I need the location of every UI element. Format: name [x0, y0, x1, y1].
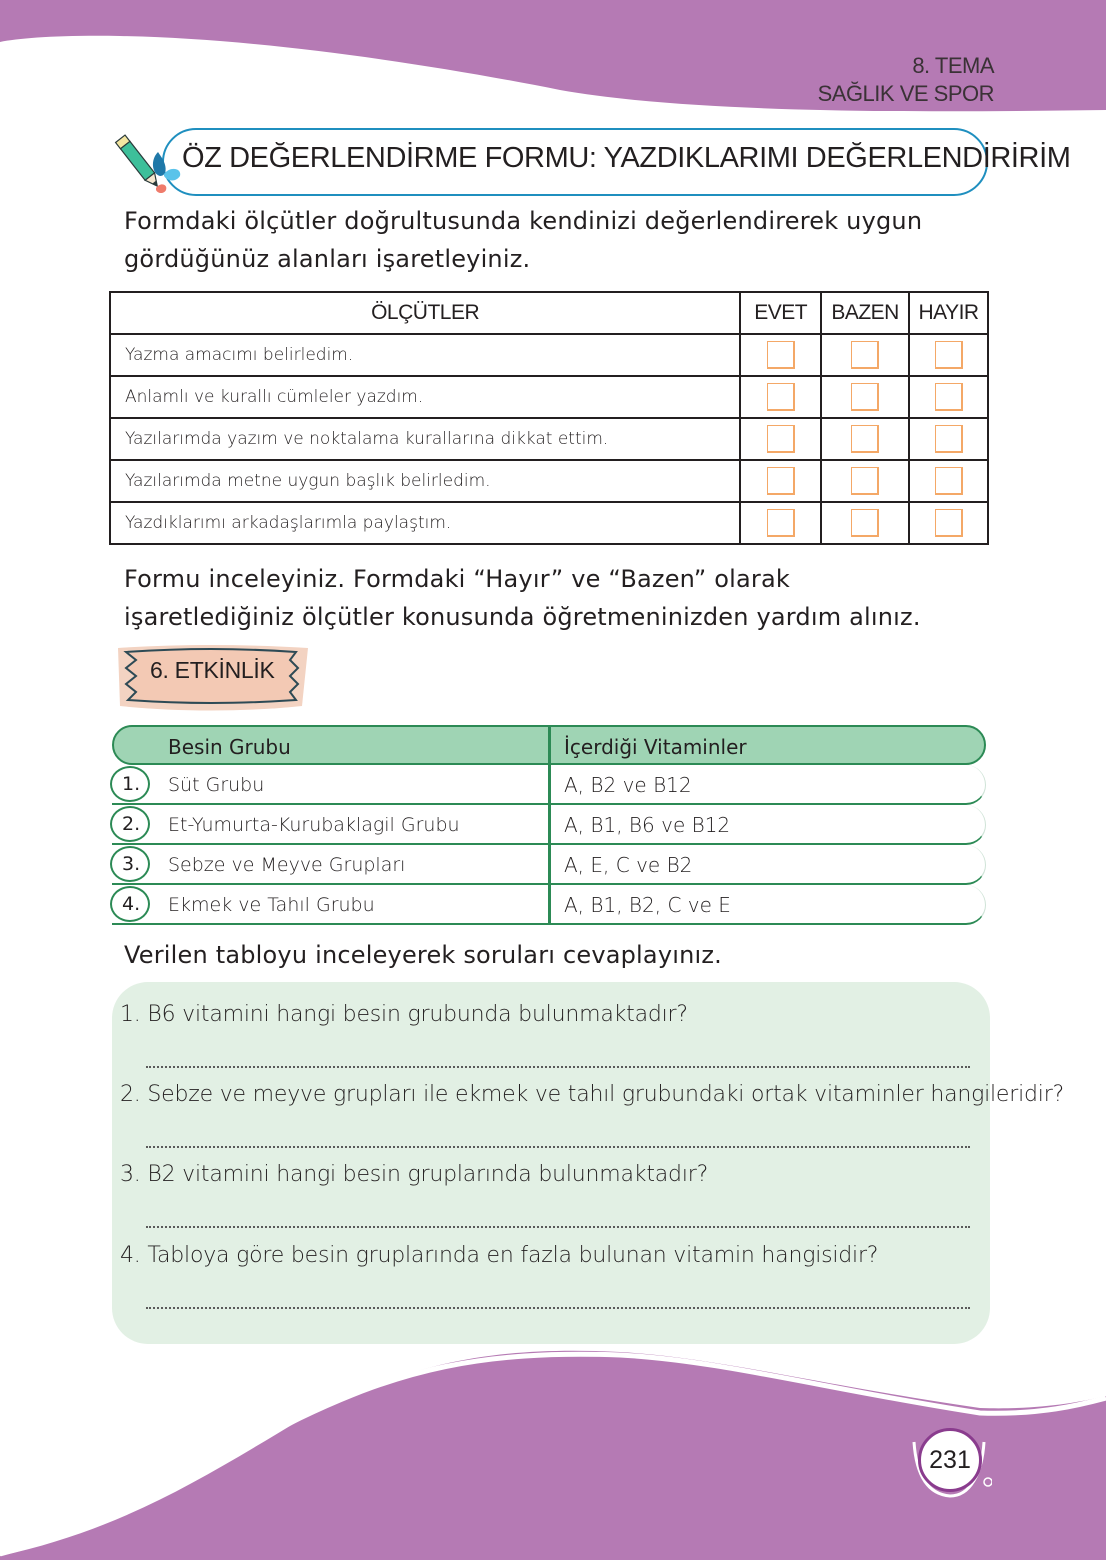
criterion-text: Anlamlı ve kurallı cümleler yazdım.	[110, 376, 740, 418]
row-number: 4.	[110, 886, 150, 922]
checkbox-bazen[interactable]	[851, 383, 879, 411]
section-title: ÖZ DEĞERLENDİRME FORMU: YAZDIKLARIMI DEĞERLENDİRİRİM	[182, 142, 1071, 174]
checkbox-hayir[interactable]	[935, 383, 963, 411]
header-food-group: Besin Grubu	[168, 735, 291, 759]
table-row	[110, 460, 988, 502]
intro-instruction: Formdaki ölçütler doğrultusunda kendinizi değerlendirerek uygun gördüğünüz alanları işaretleyiniz.	[124, 207, 923, 273]
activity-ribbon	[116, 642, 310, 712]
answer-line-4[interactable]	[146, 1307, 970, 1309]
row-number: 1.	[110, 766, 150, 802]
vitamins: A, B1, B2, C ve E	[564, 893, 731, 917]
column-divider	[548, 725, 551, 925]
theme-header	[818, 52, 994, 108]
pencil-ink-icon	[112, 128, 192, 200]
evaluation-table-header	[110, 292, 988, 334]
table-row	[110, 376, 988, 418]
checkbox-bazen[interactable]	[851, 425, 879, 453]
criterion-text: Yazma amacımı belirledim.	[110, 334, 740, 376]
checkbox-evet[interactable]	[767, 509, 795, 537]
vitamins: A, E, C ve B2	[564, 853, 693, 877]
food-group: Ekmek ve Tahıl Grubu	[168, 894, 375, 916]
checkbox-bazen[interactable]	[851, 467, 879, 495]
criterion-text: Yazdıklarımı arkadaşlarımla paylaştım.	[110, 502, 740, 544]
vitamins: A, B1, B6 ve B12	[564, 813, 731, 837]
answer-line-3[interactable]	[146, 1226, 970, 1228]
header-criteria: ÖLÇÜTLER	[110, 292, 740, 334]
table-row	[110, 418, 988, 460]
header-hayir: HAYIR	[909, 292, 988, 334]
answer-line-2[interactable]	[146, 1146, 970, 1148]
criterion-text: Yazılarımda yazım ve noktalama kurallarına dikkat ettim.	[110, 418, 740, 460]
answer-line-1[interactable]	[146, 1066, 970, 1068]
checkbox-bazen[interactable]	[851, 341, 879, 369]
food-vitamin-table	[112, 725, 986, 925]
section-title-banner	[112, 128, 1071, 198]
questions-instruction: Verilen tabloyu inceleyerek soruları cevaplayınız.	[124, 941, 723, 969]
vitamins: A, B2 ve B12	[564, 773, 692, 797]
followup-instruction: Formu inceleyiniz. Formdaki “Hayır” ve “Bazen” olarak işaretlediğiniz ölçütler konusunda öğretmeninizden yardım alınız.	[124, 565, 921, 631]
checkbox-hayir[interactable]	[935, 509, 963, 537]
header-bazen: BAZEN	[821, 292, 909, 334]
self-evaluation-table	[109, 291, 989, 545]
theme-number: 8. TEMA	[912, 53, 994, 78]
table-row	[110, 502, 988, 544]
question-2: 2. Sebze ve meyve grupları ile ekmek ve tahıl grubundaki ortak vitaminler hangileridir?	[120, 1082, 1065, 1107]
activity-label: 6. ETKİNLİK	[150, 657, 275, 683]
checkbox-hayir[interactable]	[935, 425, 963, 453]
table-row	[110, 334, 988, 376]
checkbox-evet[interactable]	[767, 425, 795, 453]
food-group: Et-Yumurta-Kurubaklagil Grubu	[168, 814, 460, 836]
checkbox-evet[interactable]	[767, 383, 795, 411]
checkbox-hayir[interactable]	[935, 341, 963, 369]
question-4: 4. Tabloya göre besin gruplarında en fazla bulunan vitamin hangisidir?	[120, 1243, 879, 1268]
row-number: 2.	[110, 806, 150, 842]
checkbox-hayir[interactable]	[935, 467, 963, 495]
checkbox-evet[interactable]	[767, 341, 795, 369]
row-number: 3.	[110, 846, 150, 882]
checkbox-bazen[interactable]	[851, 509, 879, 537]
question-3: 3. B2 vitamini hangi besin gruplarında bulunmaktadır?	[120, 1162, 709, 1187]
header-vitamins: İçerdiği Vitaminler	[564, 735, 747, 759]
food-group: Süt Grubu	[168, 774, 265, 796]
theme-name: SAĞLIK VE SPOR	[817, 81, 994, 106]
checkbox-evet[interactable]	[767, 467, 795, 495]
food-group: Sebze ve Meyve Grupları	[168, 854, 406, 876]
criterion-text: Yazılarımda metne uygun başlık belirledim.	[110, 460, 740, 502]
question-1: 1. B6 vitamini hangi besin grubunda bulunmaktadır?	[120, 1002, 688, 1027]
page-number-badge	[912, 1412, 992, 1502]
header-evet: EVET	[740, 292, 821, 334]
page-number: 231	[918, 1428, 982, 1492]
questions-panel	[112, 982, 1065, 1344]
